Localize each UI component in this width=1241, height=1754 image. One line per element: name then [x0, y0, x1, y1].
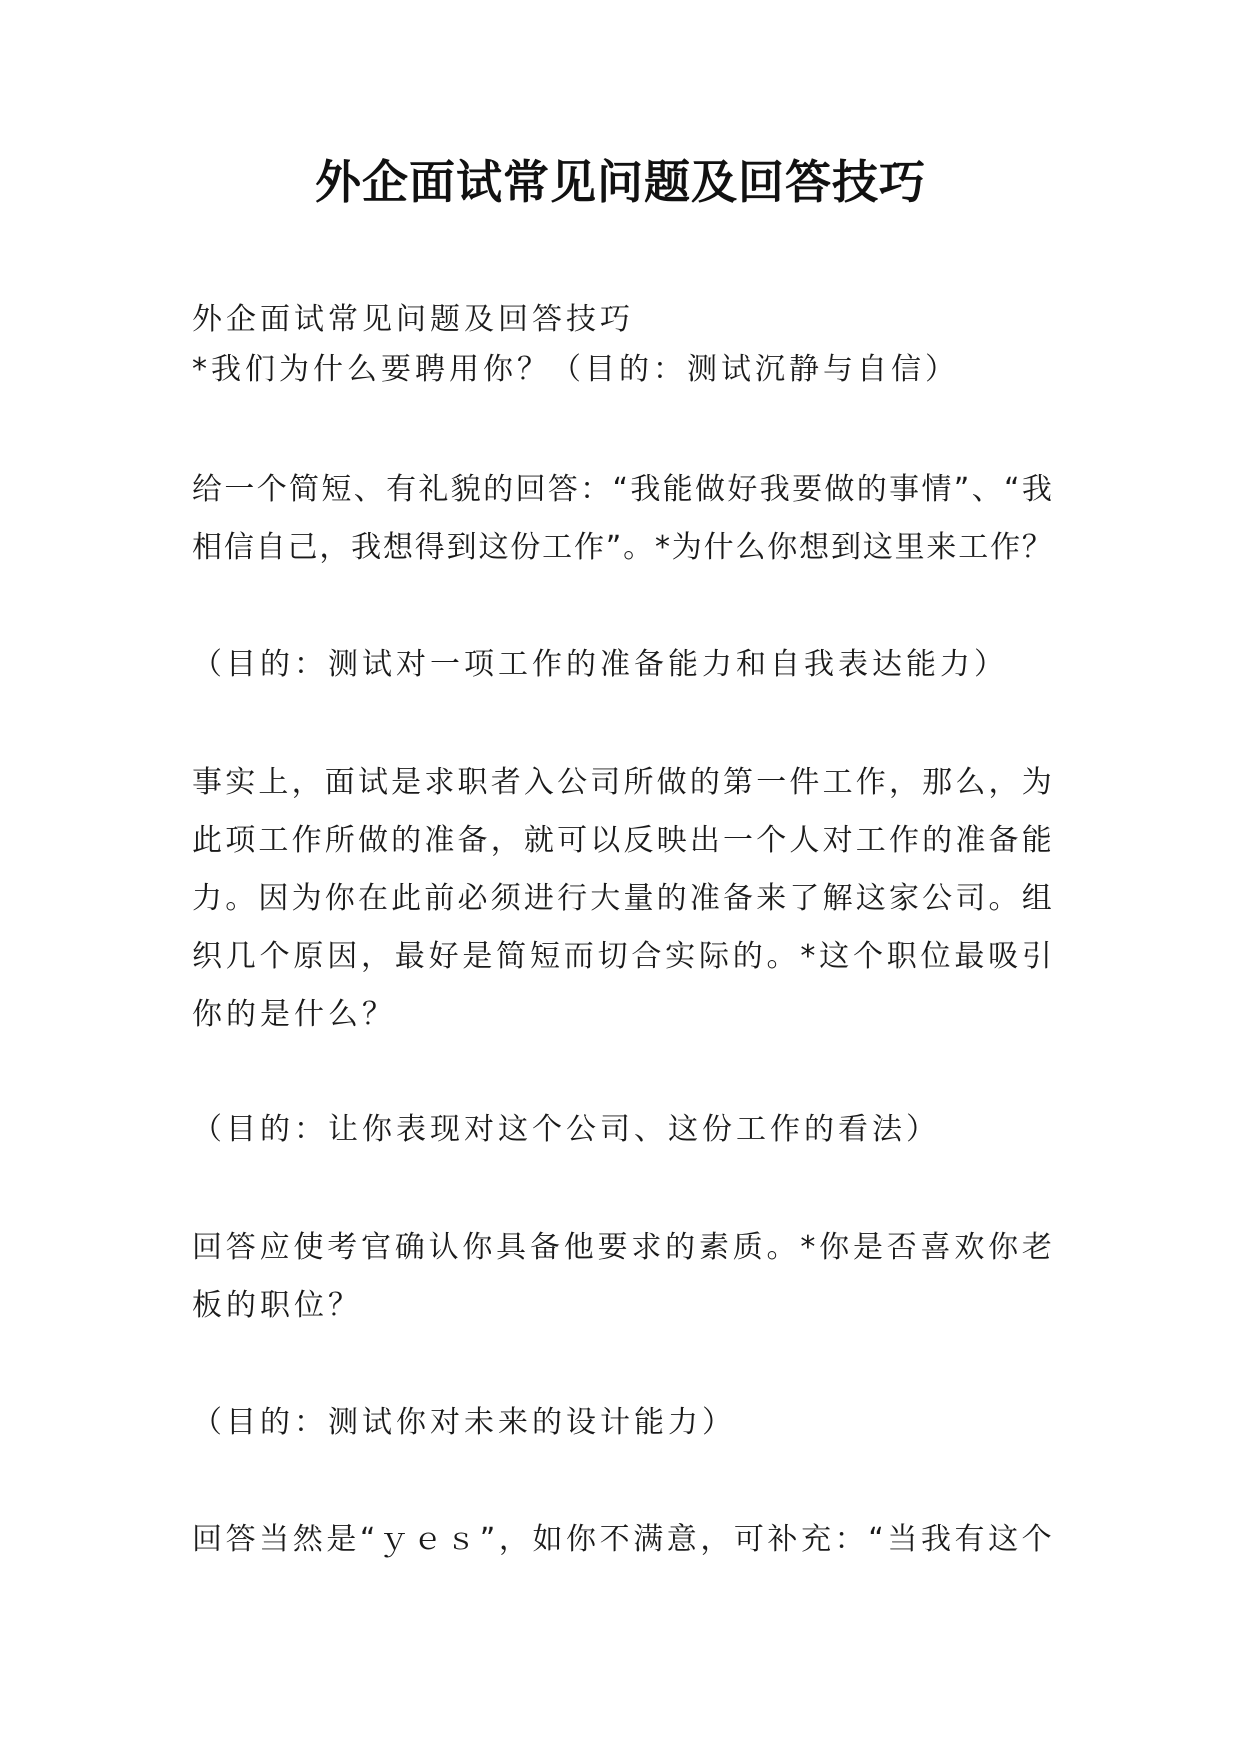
paragraph-line: 你的是什么？ — [192, 997, 396, 1032]
paragraph-line: （目的：测试你对未来的设计能力） — [192, 1405, 736, 1440]
paragraph-line: 力 。 因 为 你 在 此 前 必 须 进 行 大 量 的 准 备 来 了 解 这 家 公 司 。 组 — [192, 881, 1052, 916]
paragraph-line: 此 项 工 作 所 做 的 准 备 ， 就 可 以 反 映 出 一 个 人 对 工 作 的 准 备 能 — [192, 823, 1052, 858]
paragraph-line: *我们为什么要聘用你？（目的：测试沉静与自信） — [192, 352, 959, 387]
paragraph-line: （目的：测试对一项工作的准备能力和自我表达能力） — [192, 647, 1008, 682]
paragraph-line: 外企面试常见问题及回答技巧 — [192, 302, 634, 337]
paragraph-line: 板的职位？ — [192, 1288, 362, 1323]
paragraph-line: 相 信 自 己 ， 我 想 得 到 这 份 工 作 ” 。 * 为 什 么 你 想 到 这 里 来 工 作 ？ — [192, 530, 1052, 565]
paragraph-line: 织 几 个 原 因 ， 最 好 是 简 短 而 切 合 实 际 的 。 * 这 个 职 位 最 吸 引 — [192, 939, 1052, 974]
page-title: 外企面试常见问题及回答技巧 — [315, 155, 926, 209]
paragraph-line: 事 实 上 ， 面 试 是 求 职 者 入 公 司 所 做 的 第 一 件 工 作 ， 那 么 ， 为 — [192, 765, 1052, 800]
paragraph-line: 回 答 当 然 是 “ ｙ ｅ ｓ ” ， 如 你 不 满 意 ， 可 补 充 ： “ 当 我 有 这 个 — [192, 1522, 1052, 1557]
paragraph-line: 给 一 个 简 短 、 有 礼 貌 的 回 答 ： “ 我 能 做 好 我 要 做 的 事 情 ” 、 “ 我 — [192, 472, 1052, 507]
paragraph-line: （目的：让你表现对这个公司、这份工作的看法） — [192, 1112, 940, 1147]
paragraph-line: 回 答 应 使 考 官 确 认 你 具 备 他 要 求 的 素 质 。 * 你 是 否 喜 欢 你 老 — [192, 1230, 1052, 1265]
